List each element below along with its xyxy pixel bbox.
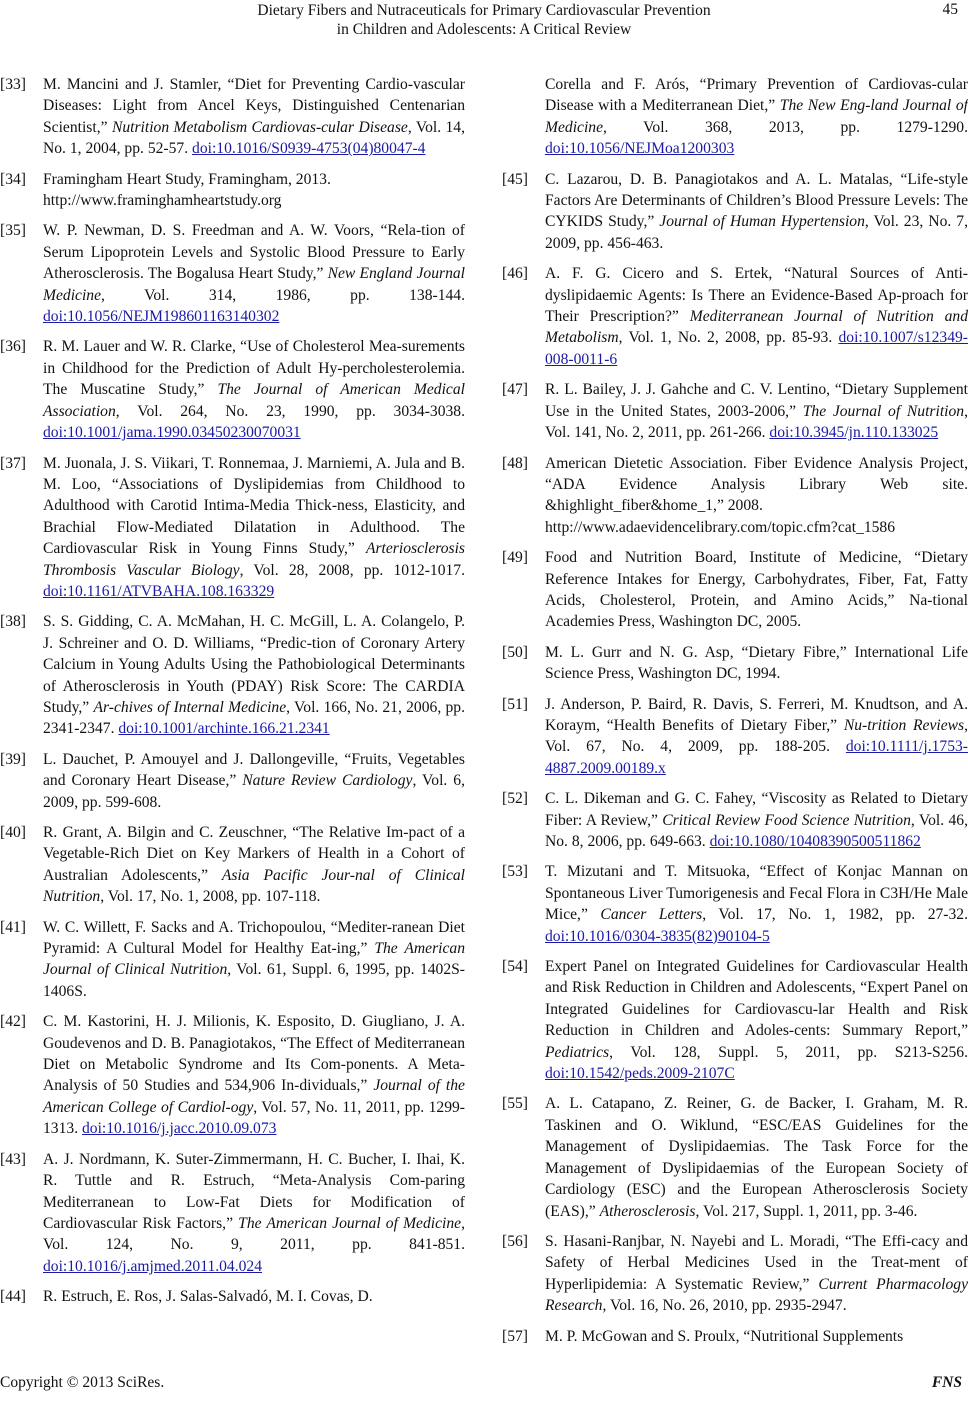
reference-text: , Vol. 61, Suppl. 6, 1995, pp. 1402S-1406S. bbox=[43, 961, 465, 1000]
reference-entry bbox=[502, 263, 968, 370]
reference-number: [34] bbox=[0, 170, 26, 188]
reference-entry bbox=[502, 1231, 968, 1317]
journal-title: The American Journal of Medicine bbox=[238, 1214, 462, 1232]
journal-title: Nutrition Metabolism Cardiovas-cular Disease bbox=[111, 118, 408, 136]
reference-text: R. M. Lauer and W. R. Clarke, “Use of Cholesterol Mea-surements in Childhood for the Prediction of Adult Hy-percholesterolemia. The Muscatine Study,” bbox=[43, 338, 465, 399]
doi-link[interactable]: doi:10.1016/j.jacc.2010.09.073 bbox=[81, 1120, 277, 1138]
journal-title: Cancer Letters bbox=[600, 906, 703, 924]
journal-title: Ar-chives of Internal Medicine bbox=[93, 698, 287, 716]
reference-text: , Vol. 314, 1986, pp. 138-144. bbox=[101, 286, 465, 304]
reference-text: , Vol. 23, No. 7, 2009, pp. 456-463. bbox=[545, 213, 968, 252]
reference-entry bbox=[502, 956, 968, 1084]
reference-entry bbox=[0, 220, 465, 327]
reference-text: , Vol. 166, No. 21, 2006, pp. 2341-2347. bbox=[43, 698, 465, 738]
reference-number: [54] bbox=[502, 958, 528, 976]
doi-link[interactable]: doi:10.1001/archinte.166.21.2341 bbox=[118, 720, 330, 738]
journal-title: The American Journal of Clinical Nutrition bbox=[43, 940, 465, 979]
reference-url: http://www.framinghamheartstudy.org bbox=[43, 192, 282, 210]
reference-number: [55] bbox=[502, 1095, 528, 1113]
reference-number: [47] bbox=[502, 381, 528, 399]
reference-number: [41] bbox=[0, 918, 26, 936]
reference-text: M. Mancini and J. Stamler, “Diet for Preventing Cardio-vascular Diseases: Light from Ancel Keys, Distinguished Centenarian Scientist,” bbox=[43, 76, 465, 136]
reference-number: [35] bbox=[0, 222, 26, 240]
journal-title: Critical Review Food Science Nutrition bbox=[662, 811, 911, 829]
reference-number: [57] bbox=[502, 1327, 528, 1345]
reference-entry bbox=[502, 547, 968, 633]
page-footer bbox=[0, 1374, 968, 1414]
reference-number: [33] bbox=[0, 76, 26, 93]
reference-text: J. Anderson, P. Baird, R. Davis, S. Ferreri, M. Knudtson, and A. Koraym, “Health Benefits of Dietary Fiber,” bbox=[545, 695, 968, 734]
reference-text: , Vol. 124, No. 9, 2011, pp. 841-851. bbox=[43, 1214, 465, 1254]
reference-text: , Vol. 6, 2009, pp. 599-608. bbox=[43, 772, 465, 811]
reference-entry bbox=[502, 74, 968, 160]
reference-entry bbox=[502, 694, 968, 780]
reference-text: , Vol. 46, No. 8, 2006, pp. 649-663. bbox=[545, 811, 968, 850]
doi-link[interactable]: doi:10.1056/NEJMoa1200303 bbox=[545, 140, 735, 158]
journal-title: The New Eng-land Journal of Medicine bbox=[545, 97, 968, 136]
doi-link[interactable]: doi:10.1016/0304-3835(82)90104-5 bbox=[545, 927, 770, 945]
reference-text: R. Estruch, E. Ros, J. Salas-Salvadó, M. I. Covas, D. bbox=[43, 1288, 373, 1306]
reference-number: [40] bbox=[0, 824, 26, 841]
reference-number: [53] bbox=[502, 863, 528, 881]
reference-entry bbox=[0, 1286, 465, 1307]
reference-entry bbox=[0, 336, 465, 443]
doi-link[interactable]: doi:10.1016/j.amjmed.2011.04.024 bbox=[43, 1257, 263, 1275]
reference-text: R. Grant, A. Bilgin and C. Zeuschner, “The Relative Im-pact of a Vegetable-Rich Diet on Key Markers of Health in a Cohort of Australian Adolescents,” bbox=[43, 824, 465, 884]
doi-link[interactable]: doi:10.1542/peds.2009-2107C bbox=[545, 1065, 735, 1083]
reference-url: http://www.adaevidencelibrary.com/topic.cfm?cat_1586 bbox=[545, 518, 896, 536]
header-title-line2: in Children and Adolescents: A Critical Review bbox=[336, 21, 632, 38]
journal-abbreviation: FNS bbox=[931, 1374, 962, 1391]
doi-link[interactable]: doi:10.1111/j.1753-4887.2009.00189.x bbox=[545, 738, 968, 777]
reference-text: American Dietetic Association. Fiber Evidence Analysis Project, “ADA Evidence Analysis Library Web site. &highlight_fiber&home_1,” 2008. bbox=[545, 454, 968, 515]
reference-text: S. Hasani-Ranjbar, N. Nayebi and L. Moradi, “The Effi-cacy and Safety of Herbal Medicines Used in the Treat-ment of Hyperlipidemia: A Systematic Review,” bbox=[545, 1232, 968, 1293]
reference-text: T. Mizutani and T. Mitsuoka, “Effect of Konjac Mannan on Spontaneous Liver Tumorigenesis and Fecal Flora in C3H/He Male Mice,” bbox=[545, 863, 968, 924]
reference-text: A. L. Catapano, Z. Reiner, G. de Backer, I. Graham, M. R. Taskinen and O. Wiklund, “ESC/EAS Guidelines for the Management of Dyslipidaemias. The Task Force for the Management of Dyslipidaemias of the European Society of Cardiology (ESC) and the European Atherosclerosis Society (EAS),” bbox=[545, 1095, 968, 1220]
reference-text: L. Dauchet, P. Amouyel and J. Dallongeville, “Fruits, Vegetables and Coronary Heart Disease,” bbox=[43, 750, 465, 790]
journal-title: Current Pharmacology Research bbox=[545, 1275, 968, 1315]
reference-text: R. L. Bailey, J. J. Gahche and C. V. Lentino, “Dietary Supplement Use in the United States, 2003-2006,” bbox=[545, 381, 968, 420]
reference-number: [37] bbox=[0, 454, 26, 472]
doi-link[interactable]: doi:10.3945/jn.110.133025 bbox=[769, 424, 939, 442]
journal-title: Arteriosclerosis Thrombosis Vascular Biology bbox=[43, 540, 465, 579]
reference-number: [38] bbox=[0, 613, 26, 631]
reference-text: A. F. G. Cicero and S. Ertek, “Natural Sources of Anti-dyslipidaemic Agents: Is There an Evidence-Based Ap-proach for Their Prescription?” bbox=[545, 265, 968, 326]
reference-entry bbox=[502, 861, 968, 947]
reference-entry bbox=[502, 788, 968, 852]
journal-title: Journal of Human Hypertension bbox=[659, 213, 865, 231]
reference-entry bbox=[502, 379, 968, 443]
reference-number: [46] bbox=[502, 265, 528, 283]
reference-text: A. J. Nordmann, K. Suter-Zimmermann, H. C. Bucher, I. Ihai, K. R. Tuttle and R. Estruch, “Meta-Analysis Com-paring Mediterranean to Low-Fat Diets for Modification of Cardiovascular Risk Factors,” bbox=[43, 1150, 465, 1232]
reference-number: [44] bbox=[0, 1288, 26, 1306]
doi-link[interactable]: doi:10.1080/10408390500511862 bbox=[709, 833, 921, 850]
reference-text: , Vol. 17, No. 1, 2008, pp. 107-118. bbox=[100, 888, 321, 906]
reference-text: M. Juonala, J. S. Viikari, T. Ronnemaa, J. Marniemi, A. Jula and B. M. Loo, “Associations of Dyslipidemias from Childhood to Adulthood with Carotid Intima-Media Thick-ness, Elasticity, and Brachial Flow-Mediated Dilatation in Adulthood. The Cardiovascular Risk in Young Finns Study,” bbox=[43, 454, 465, 558]
journal-title: Journal of the American College of Cardiol-ogy bbox=[43, 1077, 465, 1116]
journal-title: Asia Pacific Jour-nal of Clinical Nutrition bbox=[43, 866, 465, 906]
reference-number: [42] bbox=[0, 1013, 26, 1031]
reference-entry bbox=[0, 749, 465, 813]
reference-number: [48] bbox=[502, 454, 528, 472]
reference-text: S. S. Gidding, C. A. McMahan, H. C. McGill, L. A. Colangelo, P. J. Schreiner and O. D. Williams, “Predic-tion of Coronary Artery Calcium in Young Adults Using the Pathobiological Determinants of Atherosclerosis in Youth (PDAY) Risk Score: The CARDIA Study,” bbox=[43, 613, 465, 716]
copyright-notice: Copyright © 2013 SciRes. bbox=[0, 1374, 165, 1391]
journal-title: The Journal of American Medical Association bbox=[43, 381, 465, 420]
reference-text: , Vol. 1, No. 2, 2008, pp. 85-93. bbox=[618, 329, 839, 347]
reference-text: , Vol. 28, 2008, pp. 1012-1017. bbox=[239, 561, 465, 579]
reference-number: [36] bbox=[0, 338, 26, 356]
reference-text: , Vol. 217, Suppl. 1, 2011, pp. 3-46. bbox=[695, 1202, 918, 1220]
page-number: 45 bbox=[942, 1, 958, 18]
reference-entry bbox=[0, 169, 465, 212]
journal-title: New England Journal Medicine bbox=[43, 265, 465, 304]
reference-number: [52] bbox=[502, 790, 528, 808]
reference-text: , Vol. 264, No. 23, 1990, pp. 3034-3038. bbox=[115, 402, 465, 420]
reference-text: , Vol. 141, No. 2, 2011, pp. 261-266. bbox=[545, 402, 968, 442]
journal-title: Nu-trition Reviews bbox=[843, 716, 965, 734]
journal-title: The Journal of Nutrition bbox=[802, 402, 965, 420]
reference-entry bbox=[0, 917, 465, 1003]
reference-number: [50] bbox=[502, 643, 528, 661]
reference-entry bbox=[0, 453, 465, 603]
reference-number: [51] bbox=[502, 695, 528, 713]
reference-text: , Vol. 57, No. 11, 2011, pp. 1299-1313. bbox=[43, 1098, 465, 1138]
reference-entry bbox=[502, 1093, 968, 1221]
reference-text: , Vol. 67, No. 4, 2009, pp. 188-205. bbox=[545, 716, 968, 756]
reference-text: , Vol. 16, No. 26, 2010, pp. 2935-2947. bbox=[602, 1297, 847, 1315]
reference-text: W. P. Newman, D. S. Freedman and A. W. Voors, “Rela-tion of Serum Lipoprotein Levels and Systolic Blood Pressure to Early Atherosclerosis. The Bogalusa Heart Study,” bbox=[43, 222, 465, 283]
reference-number: [43] bbox=[0, 1150, 26, 1168]
reference-entry bbox=[0, 74, 465, 160]
reference-entry bbox=[0, 822, 465, 908]
reference-number: [39] bbox=[0, 750, 26, 768]
reference-entry bbox=[502, 642, 968, 685]
reference-text: Framingham Heart Study, Framingham, 2013. bbox=[43, 170, 331, 188]
journal-title: Mediterranean Journal of Nutrition and Metabolism bbox=[545, 308, 968, 347]
references-left-column bbox=[0, 74, 465, 1317]
reference-text: C. M. Kastorini, H. J. Milionis, K. Esposito, D. Giugliano, J. A. Goudevenos and D. B. Panagiotakos, “The Effect of Mediterranean Diet on Metabolic Syndrome and Its Com-ponents. A Meta-Analysis of 50 Studies and 534,906 In-dividuals,” bbox=[43, 1013, 465, 1095]
reference-entry bbox=[0, 611, 465, 739]
doi-link[interactable]: doi:10.1007/s12349-008-0011-6 bbox=[545, 329, 968, 368]
journal-title: Nature Review Cardiology bbox=[242, 772, 413, 790]
header-title-line1: Dietary Fibers and Nutraceuticals for Primary Cardiovascular Prevention bbox=[257, 2, 711, 19]
reference-entry bbox=[0, 1011, 465, 1139]
journal-title: Pediatrics bbox=[545, 1043, 610, 1061]
reference-text: , Vol. 17, No. 1, 1982, pp. 27-32. bbox=[702, 906, 968, 924]
running-header bbox=[0, 0, 968, 39]
doi-link[interactable]: doi:10.1161/ATVBAHA.108.163329 bbox=[43, 582, 275, 600]
reference-text: , Vol. 368, 2013, pp. 1279-1290. bbox=[603, 118, 968, 136]
reference-text: Expert Panel on Integrated Guidelines for Cardiovascular Health and Risk Reduction in Children and Adolescents, “Expert Panel on Integrated Guidelines for Cardiovascu-lar Health and Risk Reduction in Children and Adoles-cents: Summary Report,” bbox=[545, 958, 968, 1040]
reference-number: [49] bbox=[502, 549, 528, 567]
reference-text: C. Lazarou, D. B. Panagiotakos and A. L. Matalas, “Life-style Factors Are Determinants of Children’s Blood Pressure Levels: The CYKIDS Study,” bbox=[545, 170, 968, 231]
reference-number: [45] bbox=[502, 170, 528, 188]
doi-link[interactable]: doi:10.1016/S0939-4753(04)80047-4 bbox=[192, 140, 426, 158]
reference-text: Food and Nutrition Board, Institute of Medicine, “Dietary Reference Intakes for Energy, Carbohydrates, Fiber, Fat, Fatty Acids, Cholesterol, Protein, and Amino Acids,” Na-tional Academies Press, Washington DC, 2005. bbox=[545, 549, 968, 631]
reference-number: [56] bbox=[502, 1232, 528, 1250]
journal-title: Atherosclerosis bbox=[599, 1202, 696, 1220]
reference-text: Corella and F. Arós, “Primary Prevention of Cardiovas-cular Disease with a Mediterranean Diet,” bbox=[545, 76, 968, 115]
reference-text: , Vol. 128, Suppl. 5, 2011, pp. S213-S256. bbox=[609, 1043, 968, 1061]
reference-text: W. C. Willett, F. Sacks and A. Trichopoulou, “Mediter-ranean Diet Pyramid: A Cultural Model for Healthy Eat-ing,” bbox=[43, 918, 465, 958]
doi-link[interactable]: doi:10.1056/NEJM198601163140302 bbox=[43, 308, 280, 326]
reference-text: M. P. McGowan and S. Proulx, “Nutritional Supplements bbox=[545, 1327, 904, 1345]
reference-text: C. L. Dikeman and G. C. Fahey, “Viscosity as Related to Dietary Fiber: A Review,” bbox=[545, 790, 968, 829]
reference-text: , Vol. 14, No. 1, 2004, pp. 52-57. bbox=[43, 118, 466, 158]
reference-entry bbox=[502, 169, 968, 255]
reference-entry bbox=[502, 453, 968, 539]
references-right-column bbox=[502, 74, 968, 1356]
reference-text: M. L. Gurr and N. G. Asp, “Dietary Fibre,” International Life Science Press, Washington DC, 1994. bbox=[545, 643, 968, 683]
reference-entry bbox=[0, 1149, 465, 1277]
reference-entry bbox=[502, 1326, 968, 1347]
doi-link[interactable]: doi:10.1001/jama.1990.03450230070031 bbox=[43, 424, 301, 442]
